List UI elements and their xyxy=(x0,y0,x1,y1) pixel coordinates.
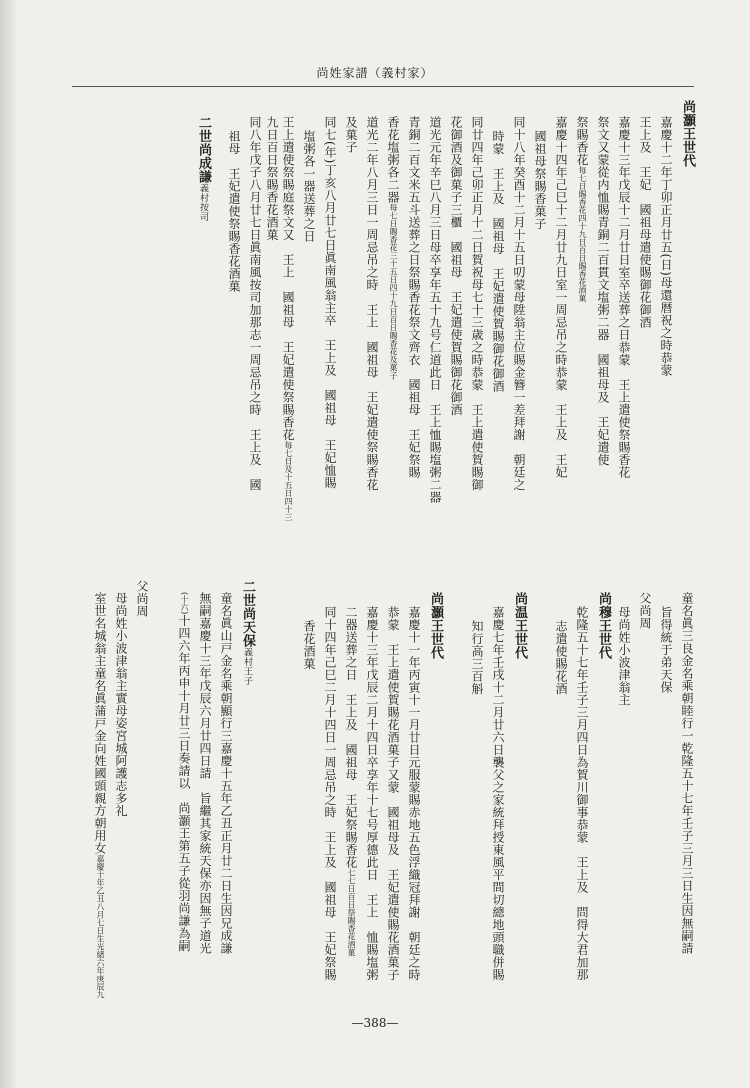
text-column: 道光元年辛巳八月三日母卒享年五十九号仁道此日 王上恤賜塩粥二器 xyxy=(428,116,442,504)
page-header: 尚姓家譜（義村家） xyxy=(316,66,434,80)
text-column: 嘉慶十一年丙寅十一月廿日元服蒙賜赤地五色浮織冠拜謝 朝廷之時 xyxy=(407,606,421,981)
text-column xyxy=(344,606,358,957)
text-main: 二器送葬之日 王上及 國祖母 王妃祭賜香花 xyxy=(344,606,358,869)
reign-heading: 尚穆王世代 xyxy=(596,592,611,660)
text-column: 時蒙 王上及 國祖母 王妃遣使賀賜御花御酒 xyxy=(491,130,505,393)
text-main: 祭賜香花 xyxy=(575,116,589,166)
reign-heading: 尚灝王世代 xyxy=(680,100,695,168)
text-column: 同十四年己巳二月十四日一周忌吊之時 王上及 國祖母 王妃祭賜 xyxy=(323,606,337,981)
text-column: 祖母 王妃遣使祭賜香花酒菓 xyxy=(227,130,241,293)
text-column: 祭文又蒙從内恤賜青銅二百貫文塩粥二器 國祖母及 王妃遣使 xyxy=(596,116,610,466)
text-column: 乾隆五十七年壬子三月四日為賀川御事恭蒙 王上及 問得大君加那 xyxy=(575,606,589,981)
annotation-note: 每七日賜香花四十九日百日賜香花酒菓 xyxy=(578,166,587,302)
text-column: 同十八年癸酉十二月十五日叨蒙母陞翁主位賜金簪一差拜謝 朝廷之 xyxy=(512,116,526,491)
text-column: 母尚姓小波津翁主實母姿宮城阿護志多礼 xyxy=(114,592,128,817)
text-column: 嘉慶七年壬戌十二月廿六日襲父之家統拜授東風平間切總地頭職併賜 xyxy=(491,606,505,981)
text-column: 嘉慶十三年戊辰十二月廿日室卒送葬之日恭蒙 王上遣使祭賜香花 xyxy=(617,116,631,479)
text-column: 嘉慶十三年戊辰二月十四日卒享年十七号厚德此日 王上 恤賜塩粥 xyxy=(365,606,379,981)
text-column: 父尚周 xyxy=(638,592,652,630)
text-column: 及菓子 xyxy=(344,116,358,154)
annotation-note: (十六) xyxy=(180,592,189,615)
text-column: 花御酒及御菓子三櫃 國祖母 王妃遣使賀賜御花御酒 xyxy=(449,116,463,416)
text-column xyxy=(281,116,295,521)
text-column xyxy=(177,592,191,952)
reign-heading: 尚灝王世代 xyxy=(428,592,443,660)
text-column: 童名眞山戸金名乘朝顯行三嘉慶十五年乙丑正月廿二日生因兄成謙 xyxy=(219,592,233,955)
generation-heading xyxy=(240,580,254,686)
header-rule xyxy=(72,86,694,87)
text-main: 香花塩粥各二器 xyxy=(386,116,400,204)
text-column: 道光二年八月三日一周忌吊之時 王上 國祖母 王妃遣使祭賜香花 xyxy=(365,116,379,491)
text-column: 嘉慶十四年己巳十二月廿九日室一周忌吊之時恭蒙 王上及 王妃 xyxy=(554,116,568,479)
annotation-note: 每七日賜香花三十五日四十九日百日賜香花及菓子 xyxy=(389,203,398,380)
reign-heading: 尚温王世代 xyxy=(512,592,527,660)
text-column: 旨得統于弟天保 xyxy=(659,606,673,694)
text-column: 香花酒菓 xyxy=(302,620,316,670)
text-main: 王上遣使祭賜庭祭文又 王上 國祖母 王妃遣使祭賜香花 xyxy=(281,116,295,441)
text-column: 父尚周 xyxy=(135,580,149,618)
annotation-note: 七七日百日祭賜香花酒菓 xyxy=(347,868,356,957)
heading-name: 二世尚成謙 xyxy=(196,116,211,184)
text-column: 青銅二百文米五斗送葬之日祭賜香花祭文齊衣 國祖母 王妃祭賜 xyxy=(407,116,421,479)
text-column xyxy=(575,116,589,302)
text-column: 知行高三百斛 xyxy=(470,620,484,695)
text-main: 室世名城翁主童名眞蒲戸金向姓國頭親方朝用女 xyxy=(93,592,107,855)
text-column: 無嗣嘉慶十三年戊辰六月廿四日請 旨繼其家統天保亦因無子道光 xyxy=(198,592,212,955)
text-main: 十四六年丙申十月廿三日奏請以 尚灝王第五子從羽尚謙為嗣 xyxy=(177,614,191,952)
text-column: 童名眞三良金名乘朝睦行一乾隆五十七年壬子三月三日生因無嗣請 xyxy=(680,592,694,955)
text-column: 塩粥各一器送葬之日 xyxy=(302,130,316,243)
text-column: 恭蒙 王上遣使賀賜花酒菓子又蒙 國祖母及 王妃遣使賜花酒菓子 xyxy=(386,606,400,981)
heading-title: 義村按司 xyxy=(198,183,208,222)
text-column: 王上及 王妃 國祖母遣使賜御花御酒 xyxy=(638,116,652,329)
page-number: —388— xyxy=(351,1016,399,1030)
text-column: 同廿四年己卯正月十二日賀祝母七十三歳之時恭蒙 王上遣使賀賜御 xyxy=(470,116,484,491)
text-column: 嘉慶十二年丁卯正月廿五(日)母還暦祝之時恭蒙 xyxy=(659,116,673,377)
heading-name: 二世尚天保 xyxy=(240,580,255,648)
heading-title: 義村王子 xyxy=(242,647,252,686)
text-column xyxy=(386,116,400,380)
text-column: 國祖母祭賜香菓子 xyxy=(533,130,547,230)
text-column: 志遣使賜花酒 xyxy=(554,620,568,695)
annotation-note: 嘉慶十年乙丑八月七日生光緒六年庚辰九 xyxy=(96,854,105,999)
annotation-note: 九日百日祭賜香花酒菓 xyxy=(265,116,279,241)
text-column: 母尚姓小波津翁主 xyxy=(617,606,631,706)
generation-heading xyxy=(196,116,210,222)
text-column xyxy=(93,592,107,999)
text-column: 同七(年)丁亥八月廿七日眞南風翁主卒 王上及 國祖母 王妃恤賜 xyxy=(323,116,337,489)
text-column: 同八年戊子八月廿七日眞南風按司加那志一周忌吊之時 王上及 國 xyxy=(248,116,262,491)
annotation-note: 每七日及十五日四十三 xyxy=(284,441,293,521)
